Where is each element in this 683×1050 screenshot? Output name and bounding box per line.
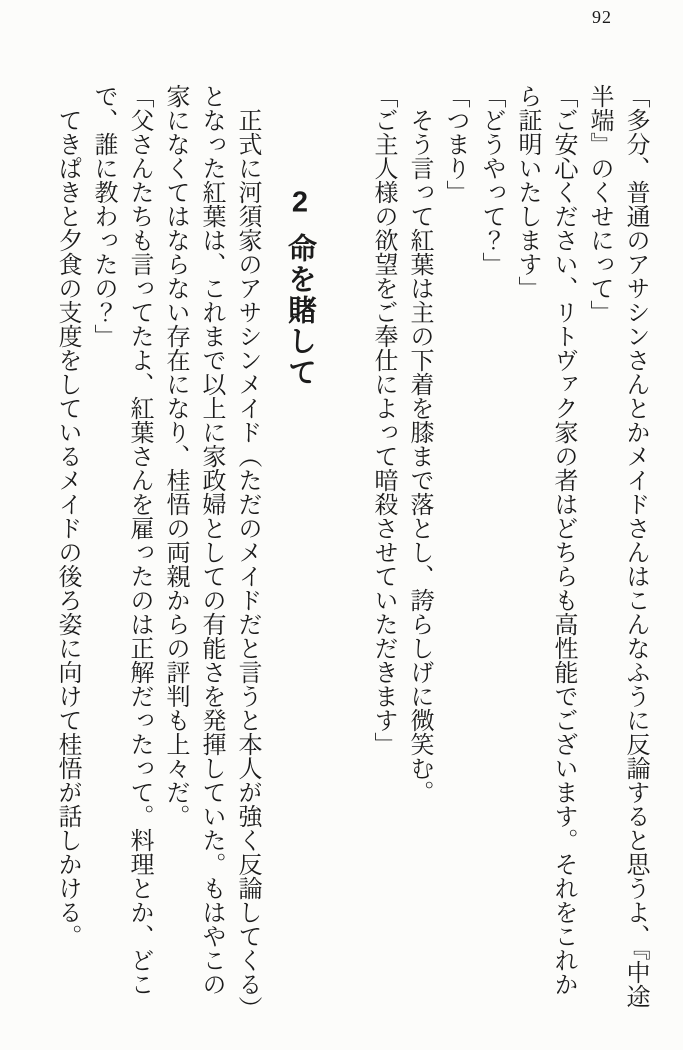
dialogue-paragraph: 「つまり」 [442, 84, 468, 204]
dialogue-paragraph: 「多分、普通のアサシンさんとかメイドさんはこんなふうに反論すると思うよ、『中途半端』のくせにって」 [586, 84, 648, 1008]
dialogue-paragraph: 「ご主人様の欲望をご奉仕によって暗殺させていただきます」 [370, 84, 396, 756]
narrative-paragraph: 正式に河須家のアサシンメイド（ただのメイドだと言うと本人が強く反論してくる）となった紅葉は、これまで以上に家政婦としての有能さを発揮していた。もはやこの家になくてはならない存在になり、桂悟の両親からの評判も上々だ。 [162, 84, 260, 1008]
chapter-heading [279, 84, 321, 1012]
dialogue-paragraph: 「ご安心ください、リトヴァク家の者はどちらも高性能でございます。それをこれから証明いたします」 [514, 84, 576, 996]
chapter-title: 命を賭して [284, 233, 316, 388]
chapter-number: 2 [291, 188, 309, 217]
vertical-text-area [49, 84, 653, 1012]
dialogue-paragraph: 「父さんたちも言ってたよ、紅葉さんを雇ったのは正解だったって。料理とか、どこで、誰に教わったの？」 [90, 84, 152, 996]
dialogue-paragraph: 「どうやって？」 [478, 84, 504, 276]
narrative-paragraph: てきぱきと夕食の支度をしているメイドの後ろ姿に向けて桂悟が話しかける。 [54, 108, 80, 948]
page-number: 92 [592, 7, 612, 27]
narrative-paragraph: そう言って紅葉は主の下着を膝まで落とし、誇らしげに微笑む。 [406, 108, 432, 804]
